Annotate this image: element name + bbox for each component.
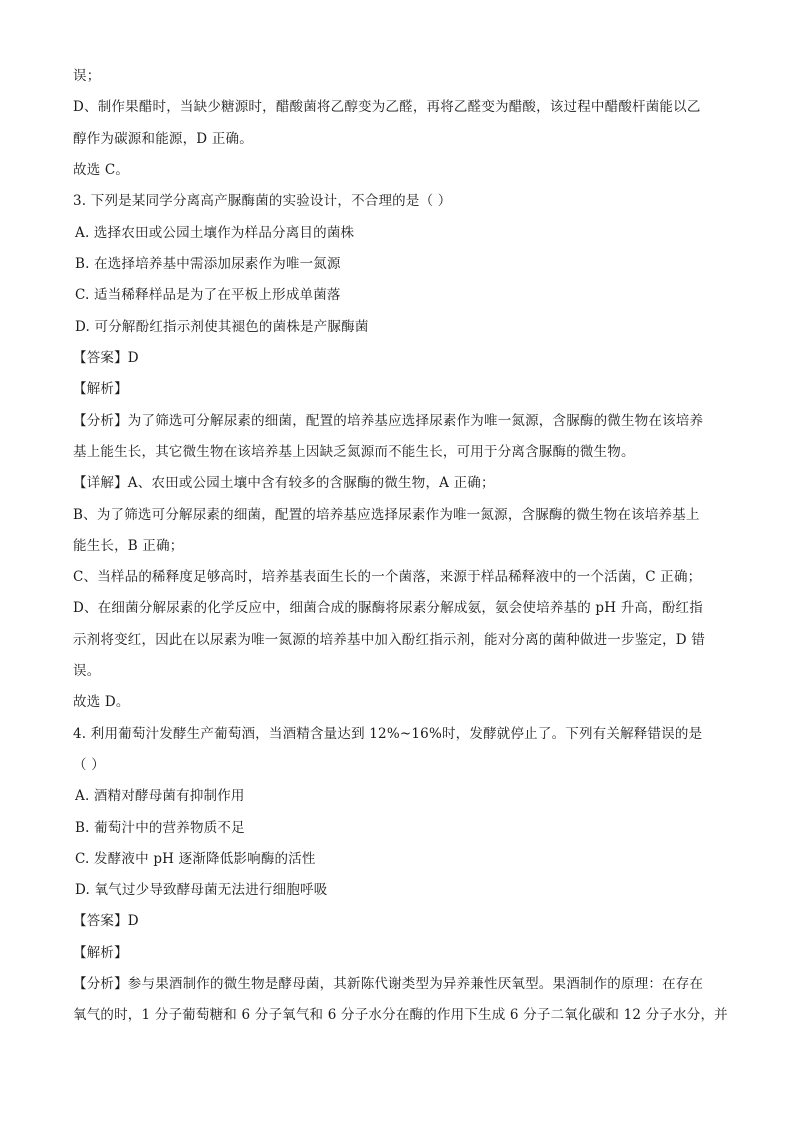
text-line: D、制作果醋时，当缺少糖源时，醋酸菌将乙醇变为乙醛，再将乙醛变为醋酸，该过程中醋酸杆菌能以乙 xyxy=(73,99,701,115)
text-line: 基上能生长，其它微生物在该培养基上因缺乏氮源而不能生长，可用于分离含脲酶的微生物。 xyxy=(73,444,635,460)
option-b: B. 葡萄汁中的营养物质不足 xyxy=(75,820,245,836)
text-line: C、当样品的稀释度足够高时，培养基表面生长的一个菌落，来源于样品稀释液中的一个活菌，C 正确； xyxy=(73,569,702,585)
question-3: 3. 下列是某同学分离高产脲酶菌的实验设计，不合理的是（ ） xyxy=(73,193,452,209)
option-c: C. 发酵液中 pH 逐渐降低影响酶的活性 xyxy=(75,851,316,867)
option-c: C. 适当稀释样品是为了在平板上形成单菌落 xyxy=(75,287,341,303)
text-line: D、在细菌分解尿素的化学反应中，细菌合成的脲酶将尿素分解成氨，氨会使培养基的 pH 升高，酚红指 xyxy=(73,600,703,616)
answer-label: 【答案】D xyxy=(73,913,139,929)
answer-label: 【答案】D xyxy=(73,350,139,366)
text-line: 【详解】A、农田或公园土壤中含有较多的含脲酶的微生物，A 正确； xyxy=(73,475,495,491)
option-a: A. 选择农田或公园土壤作为样品分离目的菌株 xyxy=(75,225,355,241)
text-line: 故选 C。 xyxy=(73,162,130,178)
text-line: 【分析】参与果酒制作的微生物是酵母菌，其新陈代谢类型为异养兼性厌氧型。果酒制作的原理：在存在 xyxy=(73,976,704,992)
text-line: 氧气的时，1 分子葡萄糖和 6 分子氧气和 6 分子水分在酶的作用下生成 6 分子二氧化碳和 12 分子水分，并 xyxy=(73,1007,728,1023)
text-line: 误。 xyxy=(73,663,101,679)
text-line: 故选 D。 xyxy=(73,694,130,710)
option-b: B. 在选择培养基中需添加尿素作为唯一氮源 xyxy=(75,256,341,272)
text-line: 醇作为碳源和能源，D 正确。 xyxy=(73,131,253,147)
text-line: 误； xyxy=(73,68,101,84)
analysis-label: 【解析】 xyxy=(73,945,128,961)
option-d: D. 可分解酚红指示剂使其褪色的菌株是产脲酶菌 xyxy=(75,319,369,335)
text-line: 示剂将变红，因此在以尿素为唯一氮源的培养基中加入酚红指示剂，能对分离的菌种做进一步鉴定，D 错 xyxy=(73,632,706,648)
text-line: B、为了筛选可分解尿素的细菌，配置的培养基应选择尿素作为唯一氮源，含脲酶的微生物在该培养基上 xyxy=(73,507,700,523)
question-4: 4. 利用葡萄汁发酵生产葡萄酒，当酒精含量达到 12%~16%时，发酵就停止了。下列有关解释错误的是 xyxy=(73,726,703,742)
text-line: 能生长，B 正确； xyxy=(73,538,184,554)
analysis-label: 【解析】 xyxy=(73,381,128,397)
option-d: D. 氧气过少导致酵母菌无法进行细胞呼吸 xyxy=(75,882,328,898)
question-4-bracket: （ ） xyxy=(73,757,105,773)
text-line: 【分析】为了筛选可分解尿素的细菌，配置的培养基应选择尿素作为唯一氮源，含脲酶的微生物在该培养 xyxy=(73,413,704,429)
option-a: A. 酒精对酵母菌有抑制作用 xyxy=(75,788,245,804)
